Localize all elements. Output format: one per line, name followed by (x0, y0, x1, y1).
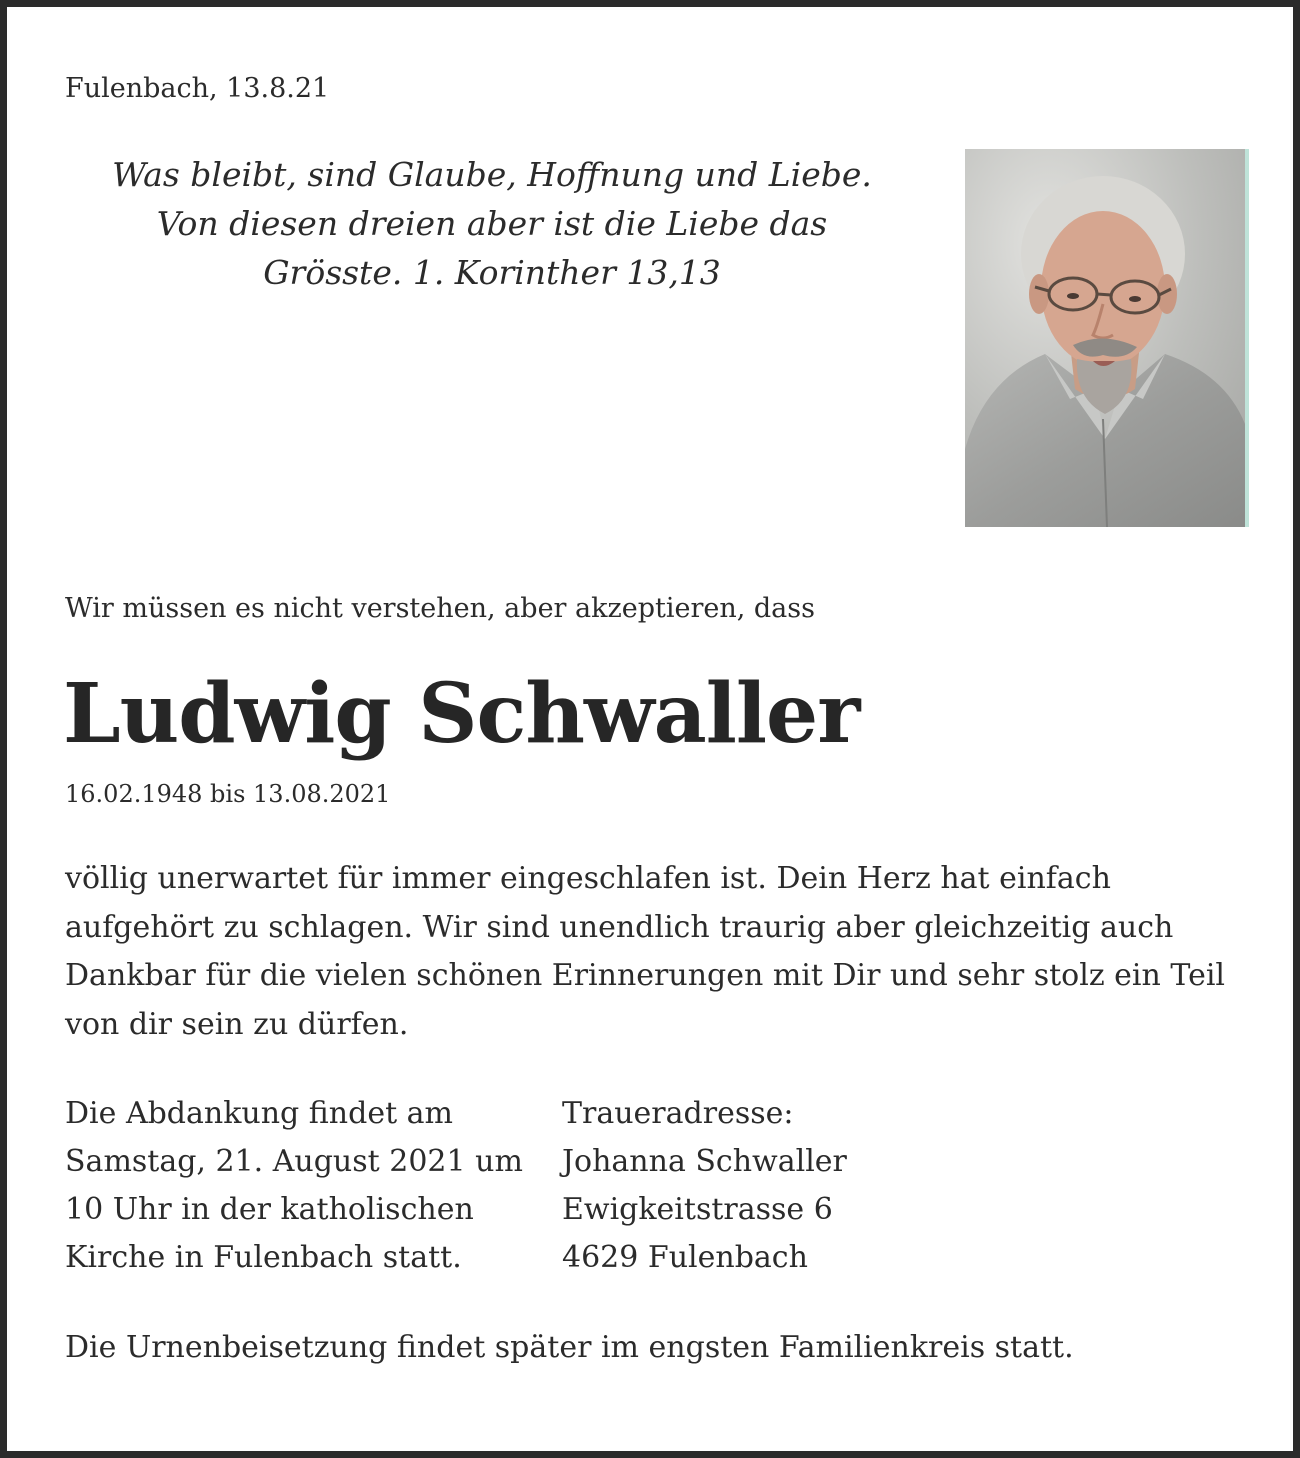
lifespan-dates: 16.02.1948 bis 13.08.2021 (65, 780, 391, 808)
address-line: 4629 Fulenbach (562, 1240, 808, 1275)
body-line: völlig unerwartet für immer eingeschlafen ist. Dein Herz hat einfach (65, 861, 1111, 896)
portrait-photo (965, 149, 1249, 527)
quote-line: Von diesen dreien aber ist die Liebe das (156, 204, 828, 243)
ceremony-info (65, 1090, 523, 1282)
ceremony-line: Samstag, 21. August 2021 um (65, 1144, 523, 1179)
ceremony-line: Die Abdankung findet am (65, 1096, 453, 1131)
ceremony-line: 10 Uhr in der katholischen (65, 1192, 474, 1227)
announcement-text (65, 855, 1245, 1049)
address-line: Traueradresse: (562, 1096, 794, 1131)
deceased-name: Ludwig Schwaller (63, 666, 860, 762)
body-line: Dankbar für die vielen schönen Erinnerungen mit Dir und sehr stolz ein Teil (65, 958, 1226, 993)
quote-line: Grösste. 1. Korinther 13,13 (263, 253, 721, 292)
quote-line: Was bleibt, sind Glaube, Hoffnung und Liebe. (112, 155, 872, 194)
bible-quote (67, 150, 917, 297)
address-line: Johanna Schwaller (562, 1144, 847, 1179)
address-line: Ewigkeitstrasse 6 (562, 1192, 833, 1227)
place-date: Fulenbach, 13.8.21 (65, 73, 330, 104)
body-line: aufgehört zu schlagen. Wir sind unendlich traurig aber gleichzeitig auch (65, 909, 1174, 945)
body-line: von dir sein zu dürfen. (65, 1006, 409, 1042)
burial-note: Die Urnenbeisetzung findet später im engsten Familienkreis statt. (65, 1330, 1074, 1365)
ceremony-line: Kirche in Fulenbach statt. (65, 1240, 462, 1275)
intro-text: Wir müssen es nicht verstehen, aber akzeptieren, dass (65, 593, 815, 624)
mourning-address (562, 1090, 847, 1282)
